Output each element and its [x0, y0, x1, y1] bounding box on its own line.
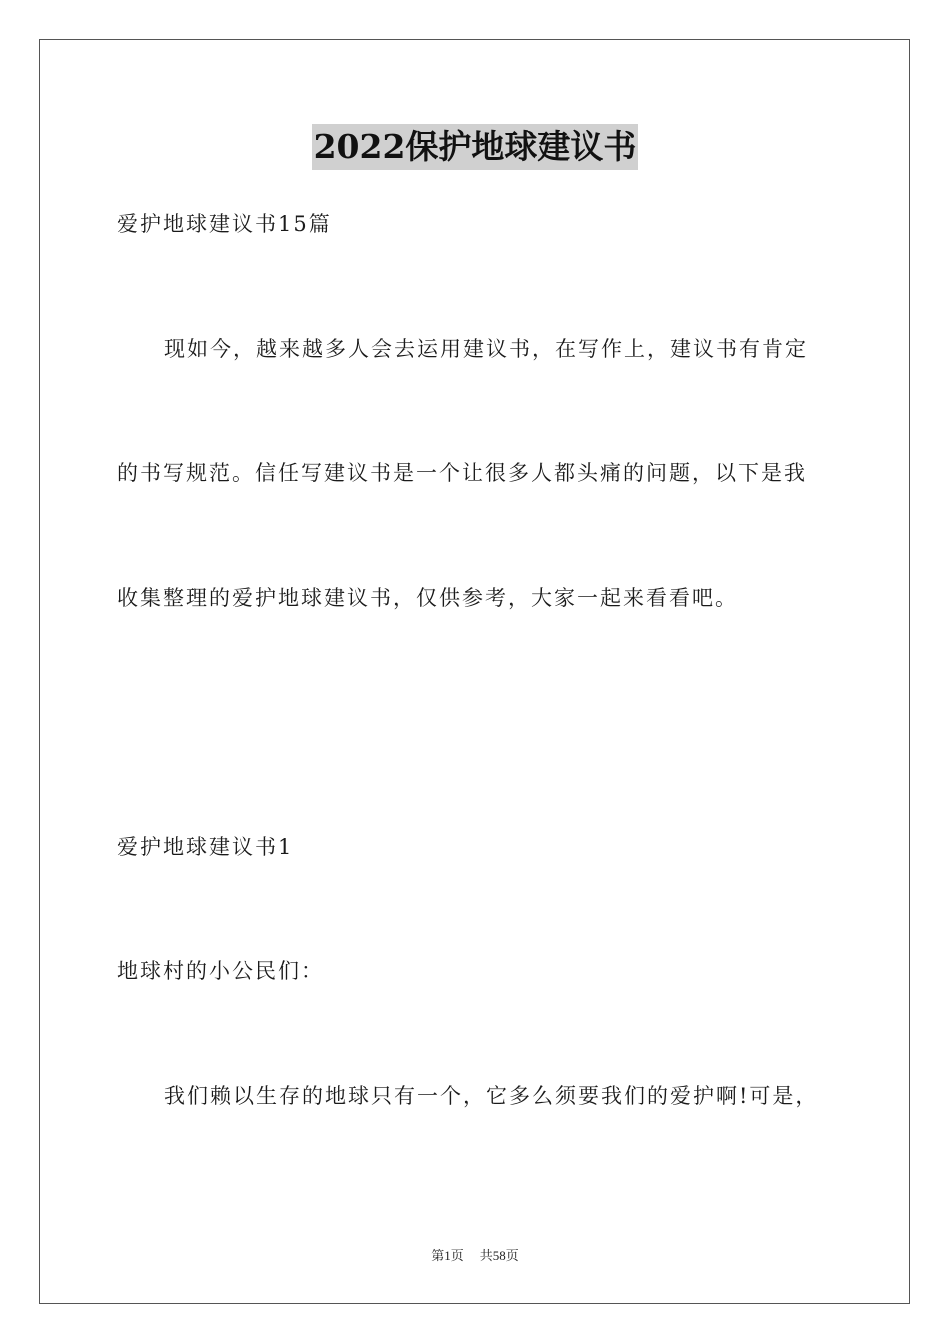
page-number: 第1页: [431, 1248, 464, 1263]
page-footer: [0, 1247, 950, 1265]
title-container: [0, 124, 950, 170]
section-heading: 爱护地球建议书1: [117, 835, 294, 859]
intro-line-3: 收集整理的爱护地球建议书，仅供参考，大家一起来看看吧。: [117, 586, 738, 610]
page-total: 共58页: [479, 1248, 519, 1263]
document-title: 2022保护地球建议书: [312, 124, 639, 170]
body-line: 我们赖以生存的地球只有一个，它多么须要我们的爱护啊!可是，: [164, 1084, 819, 1108]
subtitle: 爱护地球建议书15篇: [117, 212, 332, 236]
salutation: 地球村的小公民们：: [117, 959, 324, 983]
intro-line-2: 的书写规范。信任写建议书是一个让很多人都头痛的问题，以下是我: [117, 461, 807, 485]
intro-line-1: 现如今，越来越多人会去运用建议书，在写作上，建议书有肯定: [164, 337, 808, 361]
